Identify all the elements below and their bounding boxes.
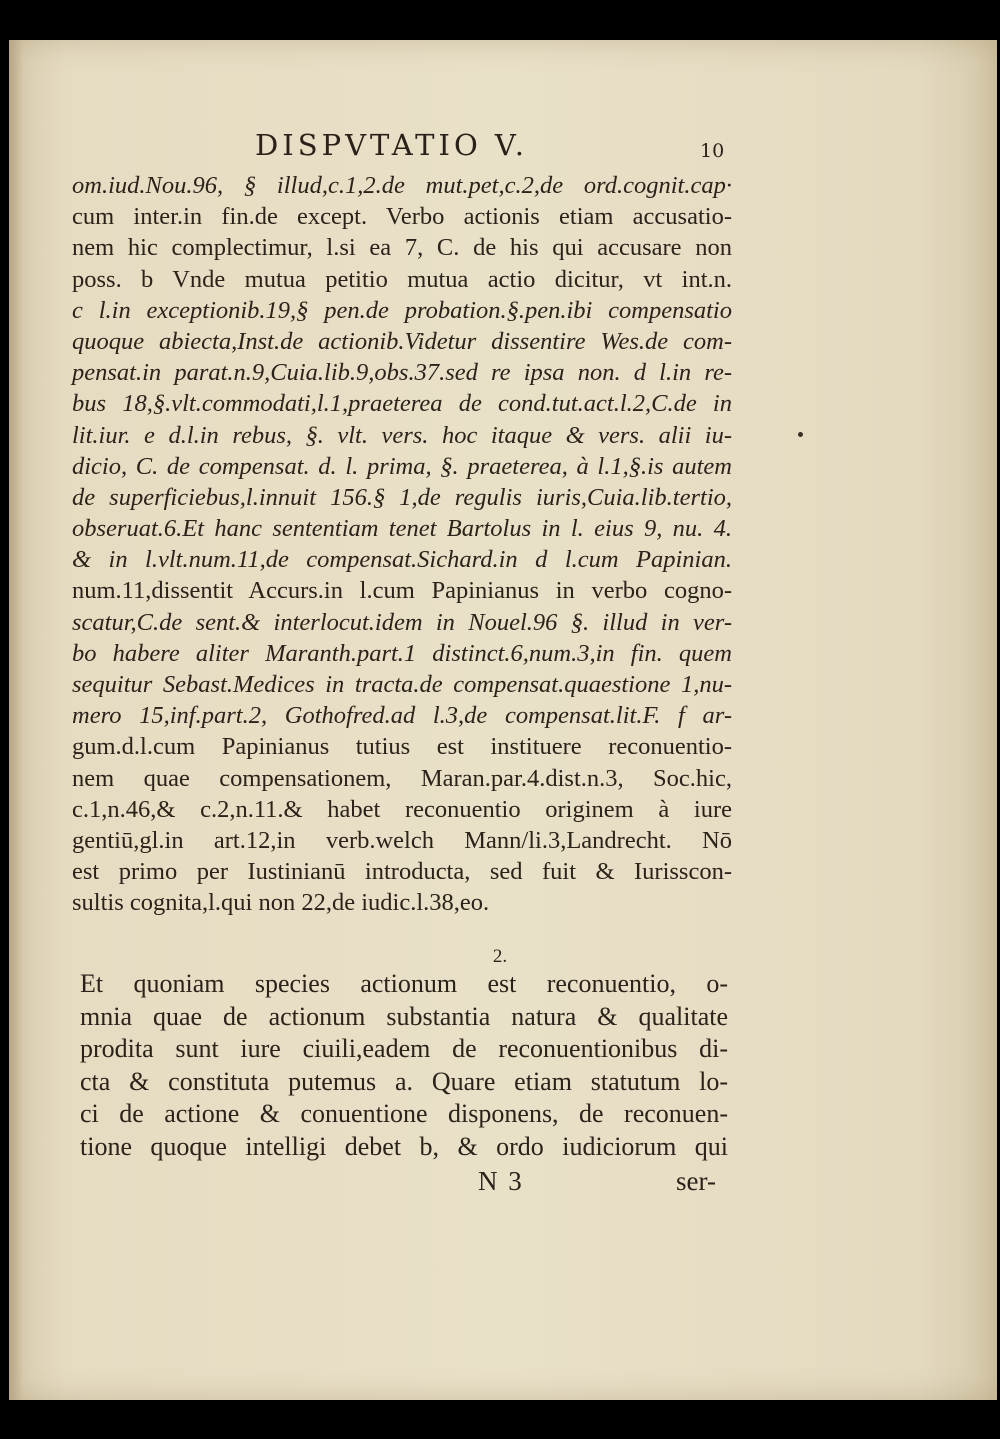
text-line: ci de actione & conuentione disponens, de reconuen- xyxy=(80,1099,728,1129)
text-line: dicio, C. de compensat. d. l. prima, §. praeterea, à l.1,§.is autem xyxy=(72,452,732,480)
text-line: quoque abiecta,Inst.de actionib.Videtur dissentire Wes.de com- xyxy=(72,327,732,355)
text-line: pensat.in parat.n.9,Cuia.lib.9,obs.37.sed re ipsa non. d l.in re- xyxy=(72,359,732,387)
text-line: & in l.vlt.num.11,de compensat.Sichard.in d l.cum Papinian. xyxy=(72,546,732,574)
text-line: om.iud.Nou.96, § illud,c.1,2.de mut.pet,c.2,de ord.cognit.cap· xyxy=(72,172,732,199)
page-footer xyxy=(0,1166,1000,1206)
text-line: gum.d.l.cum Papinianus tutius est instituere reconuentio- xyxy=(72,733,732,761)
ink-speck xyxy=(798,432,803,437)
text-line: nem hic complectimur, l.si ea 7, C. de his qui accusare non xyxy=(72,234,732,262)
page-header xyxy=(0,128,1000,168)
text-line: poss. b Vnde mutua petitio mutua actio dicitur, vt int.n. xyxy=(72,265,732,293)
text-line: num.11,dissentit Accurs.in l.cum Papinianus in verbo cogno- xyxy=(72,577,732,605)
text-line: est primo per Iustinianū introducta, sed fuit & Iurisscon- xyxy=(72,858,732,886)
text-line: cum inter.in fin.de except. Verbo actionis etiam accusatio- xyxy=(72,203,732,231)
text-line: prodita sunt iure ciuili,eadem de reconuentionibus di- xyxy=(80,1034,728,1064)
notes-block xyxy=(72,170,732,919)
text-line: cta & constituta putemus a. Quare etiam statutum lo- xyxy=(80,1066,728,1096)
signature-mark: N 3 xyxy=(478,1166,524,1196)
text-line: Et quoniam species actionum est reconuentio, o- xyxy=(80,969,728,998)
text-line: de superficiebus,l.innuit 156.§ 1,de regulis iuris,Cuia.lib.tertio, xyxy=(72,483,732,511)
text-line: tione quoque intelligi debet b, & ordo iudiciorum qui xyxy=(80,1131,728,1161)
text-line: c l.in exceptionib.19,§ pen.de probation.§.pen.ibi compensatio xyxy=(72,296,732,324)
running-title: DISPVTATIO V. xyxy=(255,128,529,162)
text-line: bus 18,§.vlt.commodati,l.1,praeterea de cond.tut.act.l.2,C.de in xyxy=(72,390,732,418)
text-line: sultis cognita,l.qui non 22,de iudic.l.38,eo. xyxy=(72,889,490,917)
text-line: bo habere aliter Maranth.part.1 distinct.6,num.3,in fin. quem xyxy=(72,639,732,667)
text-line: obseruat.6.Et hanc sententiam tenet Bartolus in l. eius 9, nu. 4. xyxy=(72,515,732,543)
main-text-block xyxy=(80,968,728,1164)
folio-number: 10 xyxy=(700,140,725,162)
text-line: lit.iur. e d.l.in rebus, §. vlt. vers. hoc itaque & vers. alii iu- xyxy=(72,421,732,449)
text-line: scatur,C.de sent.& interlocut.idem in Nouel.96 §. illud in ver- xyxy=(72,608,732,636)
text-line: mero 15,inf.part.2, Gothofred.ad l.3,de compensat.lit.F. f ar- xyxy=(72,702,732,730)
text-line: nem quae compensationem, Maran.par.4.dist.n.3, Soc.hic, xyxy=(72,764,732,792)
text-line: c.1,n.46,& c.2,n.11.& habet reconuentio originem à iure xyxy=(72,795,732,823)
text-line: sequitur Sebast.Medices in tracta.de compensat.quaestione 1,nu- xyxy=(72,671,732,698)
catchword: ser- xyxy=(676,1166,716,1196)
text-line: gentiū,gl.in art.12,in verb.welch Mann/li.3,Landrecht. Nō xyxy=(72,826,732,854)
text-line: mnia quae de actionum substantia natura & qualitate xyxy=(80,1001,728,1031)
section-number: 2. xyxy=(492,946,508,967)
